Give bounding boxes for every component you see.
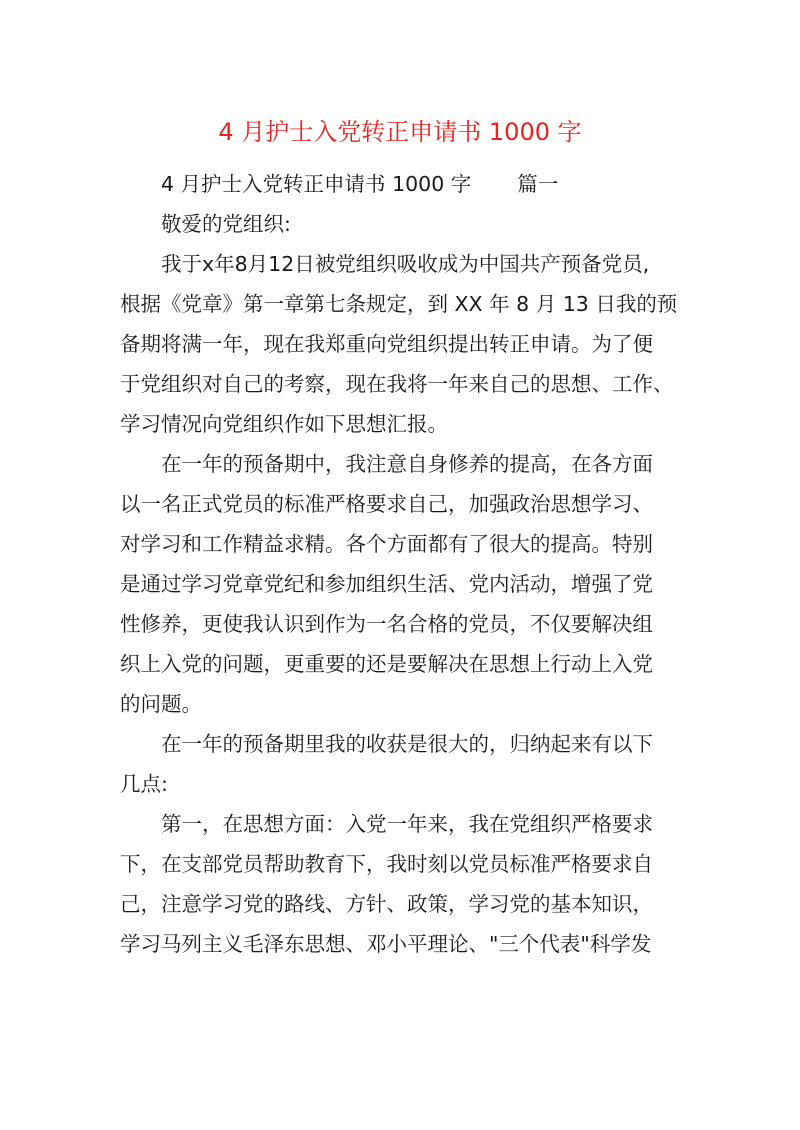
- body-line: 于党组织对自己的考察，现在我将一年来自己的思想、工作、: [120, 372, 674, 396]
- body-line: 学习情况向党组织作如下思想汇报。: [120, 412, 448, 436]
- body-line: 下，在支部党员帮助教育下，我时刻以党员标准严格要求自: [120, 852, 653, 876]
- body-line: 的问题。: [120, 692, 202, 716]
- body-line: 对学习和工作精益求精。各个方面都有了很大的提高。特别: [120, 532, 653, 556]
- body-line: 我于x年8月12日被党组织吸收成为中国共产预备党员,: [161, 252, 650, 276]
- body-line: 是通过学习党章党纪和参加组织生活、党内活动，增强了党: [120, 572, 653, 596]
- body-line: 在一年的预备期中，我注意自身修养的提高，在各方面: [161, 452, 653, 476]
- subtitle-text: 4 月护士入党转正申请书 1000 字: [161, 172, 472, 196]
- body-line: 性修养，更使我认识到作为一名合格的党员，不仅要解决组: [120, 612, 653, 636]
- document-title: 4 月护士入党转正申请书 1000 字: [218, 118, 582, 146]
- body-line: 几点:: [120, 772, 168, 796]
- subtitle-line: [120, 164, 685, 204]
- body-line: 织上入党的问题，更重要的还是要解决在思想上行动上入党: [120, 652, 653, 676]
- body-line: 以一名正式党员的标准严格要求自己，加强政治思想学习、: [120, 492, 653, 516]
- body-line: 在一年的预备期里我的收获是很大的，归纳起来有以下: [161, 732, 653, 756]
- document-body: [120, 164, 685, 964]
- section-label: 篇一: [517, 172, 559, 196]
- body-line: 备期将满一年，现在我郑重向党组织提出转正申请。为了便: [120, 332, 653, 356]
- salutation: 敬爱的党组织:: [161, 212, 291, 236]
- body-line: 己，注意学习党的路线、方针、政策，学习党的基本知识，: [120, 892, 653, 916]
- body-line: 根据《党章》第一章第七条规定，到 XX 年 8 月 13 日我的预: [120, 292, 678, 316]
- body-line: 学习马列主义毛泽东思想、邓小平理论、"三个代表"科学发: [120, 932, 652, 956]
- paragraph-lines: [120, 244, 685, 964]
- body-line: 第一，在思想方面：入党一年来，我在党组织严格要求: [161, 812, 653, 836]
